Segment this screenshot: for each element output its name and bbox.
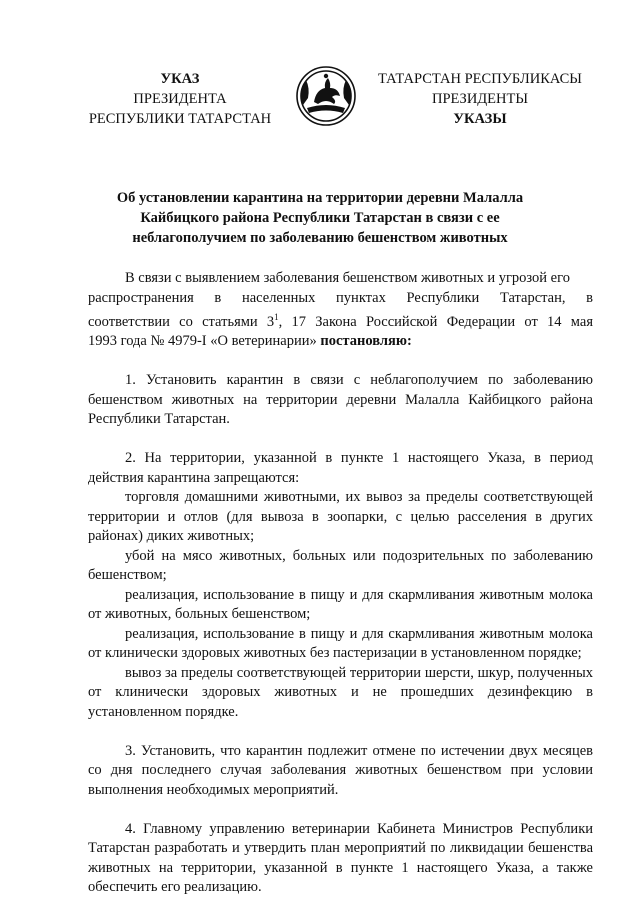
- title-line2: Кайбицкого района Республики Татарстан в связи с ее: [140, 210, 500, 226]
- preamble-line3: [88, 308, 593, 332]
- preamble-decree-word: постановляю: [320, 333, 407, 350]
- header-right-line3: УКАЗЫ: [453, 111, 507, 127]
- header-left-line2: ПРЕЗИДЕНТА: [133, 91, 227, 107]
- item-2-sub-1: торговля домашними животными, их вывоз за пределы соответствующей территории и отлов (для вывоза в зоопарки, с целью расселения в других районах) диких животных;: [88, 489, 593, 545]
- preamble-line4: [88, 332, 593, 352]
- decree-body: [88, 269, 593, 898]
- preamble: [88, 269, 593, 352]
- header-left-line3: РЕСПУБЛИКИ ТАТАРСТАН: [88, 111, 272, 127]
- header-right-tatar: [370, 69, 590, 129]
- preamble-line3-b: , 17 Закона Российской Федерации от 14 мая: [278, 313, 593, 330]
- item-4: 4. Главному управлению ветеринарии Кабинета Министров Республики Татарстан разработать и утвердить план мероприятий по ликвидации бешенства животных на территории, указанной в пункте 1 настоящего Указа, а также обеспечить его реализацию.: [88, 820, 593, 896]
- item-2-sub-5: вывоз за пределы соответствующей территории шерсти, шкур, полученных от клинически здоровых животных и не прошедших дезинфекцию в установленном порядке.: [88, 664, 593, 720]
- item-2-sub-2: убой на мясо животных, больных или подозрительных по заболеванию бешенством;: [88, 547, 593, 584]
- item-3: 3. Установить, что карантин подлежит отмене по истечении двух месяцев со дня последнего случая заболевания животных бешенством при условии выполнения необходимых мероприятий.: [88, 742, 593, 798]
- preamble-line4-end: :: [406, 333, 412, 350]
- preamble-line4-a: 1993 года № 4979-I «О ветеринарии»: [88, 333, 321, 350]
- item-2: 2. На территории, указанной в пункте 1 настоящего Указа, в период действия карантина запрещаются:: [88, 450, 593, 486]
- preamble-line3-a: соответствии со статьями 3: [88, 313, 275, 330]
- item-2-sub-3: реализация, использование в пищу и для скармливания животным молока от животных, больных бешенством;: [88, 586, 593, 623]
- preamble-line2: распространения в населенных пунктах Республики Татарстан, в: [88, 289, 593, 306]
- header-left-line1: УКАЗ: [160, 71, 200, 87]
- decree-title: [100, 188, 540, 248]
- title-line3: неблагополучием по заболеванию бешенством животных: [132, 230, 508, 246]
- header-right-line2: ПРЕЗИДЕНТЫ: [431, 91, 529, 107]
- item-2-sub-4: реализация, использование в пищу и для скармливания животным молока от клинически здоровых животных без пастеризации в установленном порядке;: [88, 625, 593, 662]
- preamble-line3-sup: 1: [274, 312, 279, 322]
- preamble-line1: В связи с выявлением заболевания бешенством животных и угрозой его: [125, 270, 570, 286]
- item-1: 1. Установить карантин в связи с неблагополучием по заболеванию бешенством животных на территории деревни Малалла Кайбицкого района Республики Татарстан.: [88, 372, 593, 428]
- title-line1: Об установлении карантина на территории деревни Малалла: [116, 190, 524, 206]
- header-right-line1: ТАТАРСТАН РЕСПУБЛИКАСЫ: [378, 71, 582, 87]
- coat-of-arms-icon: [288, 64, 364, 128]
- header-left-russian: [70, 69, 290, 129]
